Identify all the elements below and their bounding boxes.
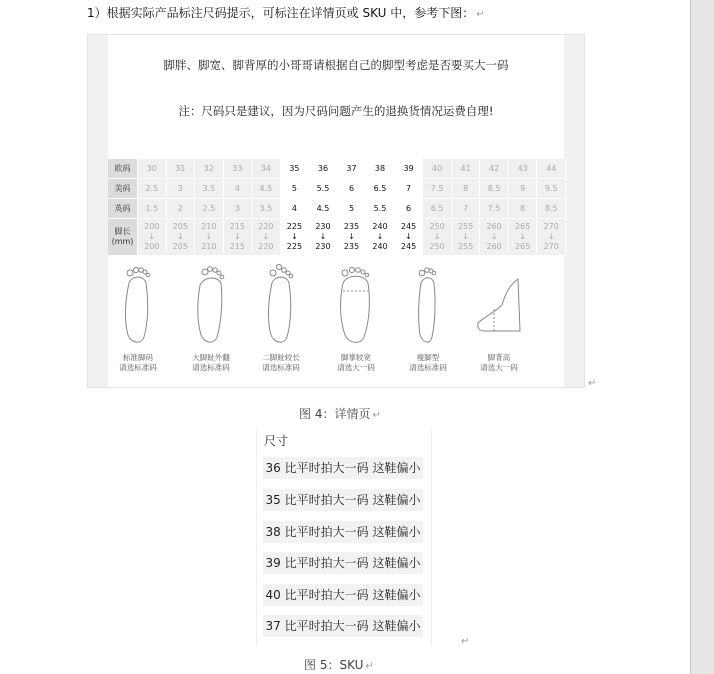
foot-type-advice: 请选标准码 [119,363,157,372]
size-cell: 44 [537,159,566,179]
size-cell: 8 [451,179,480,199]
size-cell: 40 [423,159,452,179]
size-cell: 5.5 [366,199,395,219]
wide-foot-icon [332,261,380,347]
foot-type-item [108,261,168,373]
size-cell: 35 [280,159,309,179]
paragraph-mark: ↵ [461,636,470,647]
foot-length-cell: 255 ↓ 255 [451,219,480,256]
size-cell: 8.5 [480,179,509,199]
paragraph-mark: ↵ [372,410,381,421]
size-cell: 38 [366,159,395,179]
foot-type-item [326,261,386,373]
foot-type-item [398,261,458,373]
size-cell: 42 [480,159,509,179]
size-cell: 8.5 [537,199,566,219]
size-cell: 2 [166,199,195,219]
size-cell: 6 [337,179,366,199]
size-cell: 3.5 [252,199,281,219]
size-cell: 7 [394,179,423,199]
notice-line-2: 注：尺码只是建议，因为尺码问题产生的退换货情况运费自理! [178,104,494,118]
size-row [108,199,566,219]
size-cell: 5 [337,199,366,219]
long-second-toe-foot-icon [257,261,305,347]
image-margin-left [88,35,108,387]
size-cell: 43 [508,159,537,179]
figure5-caption [304,656,374,673]
foot-length-cell: 235 ↓ 235 [337,219,366,256]
foot-type-caption [469,353,529,373]
high-instep-foot-icon [475,261,523,347]
foot-type-caption [326,353,386,373]
size-cell: 32 [195,159,224,179]
sku-option[interactable]: 37 比平时拍大一码 这鞋偏小 [263,615,423,637]
foot-type-item [181,261,241,373]
foot-type-advice: 请选标准码 [262,363,300,372]
figure4-caption [299,405,381,422]
foot-type-name: 大脚趾外翻 [192,353,230,362]
foot-type-item [251,261,311,373]
size-cell: 39 [394,159,423,179]
size-row-label: 脚长(mm) [108,219,138,256]
size-cell: 5.5 [309,179,338,199]
foot-type-advice: 请选标准码 [409,363,447,372]
size-cell: 3 [166,179,195,199]
figure5-caption-text: 图 5：SKU [304,658,364,672]
foot-type-name: 标准脚码 [123,353,153,362]
image-margin-right [564,35,584,387]
size-cell: 9 [508,179,537,199]
foot-type-caption [251,353,311,373]
paragraph-mark: ↵ [365,661,374,672]
foot-length-cell: 270 ↓ 270 [537,219,566,256]
foot-length-row [108,219,566,256]
detail-page-image [87,34,585,388]
intro-paragraph [87,4,485,21]
slim-foot-icon [404,261,452,347]
size-cell: 8 [508,199,537,219]
foot-length-cell: 265 ↓ 265 [508,219,537,256]
foot-length-cell: 245 ↓ 245 [394,219,423,256]
size-cell: 31 [166,159,195,179]
sku-title: 尺寸 [264,434,289,448]
foot-type-name: 瘦脚型 [416,353,440,362]
figure4-caption-text: 图 4：详情页 [299,407,371,421]
foot-type-advice: 请选大一码 [480,363,518,372]
sku-option[interactable]: 39 比平时拍大一码 这鞋偏小 [263,552,423,574]
bunion-foot-icon [187,261,235,347]
foot-length-cell: 250 ↓ 250 [423,219,452,256]
foot-length-cell: 210 ↓ 210 [195,219,224,256]
foot-type-guide [108,261,566,379]
size-cell: 7.5 [480,199,509,219]
size-cell: 9.5 [537,179,566,199]
size-cell: 6.5 [423,199,452,219]
foot-length-cell: 230 ↓ 230 [309,219,338,256]
sku-option[interactable]: 36 比平时拍大一码 这鞋偏小 [263,457,423,479]
foot-type-caption [398,353,458,373]
size-cell: 7 [451,199,480,219]
size-row [108,159,566,179]
size-cell: 3.5 [195,179,224,199]
sku-option[interactable]: 38 比平时拍大一码 这鞋偏小 [263,521,423,543]
foot-type-name: 二脚趾较长 [262,353,300,362]
standard-foot-icon [114,261,162,347]
size-cell: 2.5 [195,199,224,219]
size-cell: 2.5 [138,179,167,199]
paragraph-mark: ↵ [476,9,485,20]
foot-length-cell: 215 ↓ 215 [223,219,252,256]
page-gutter [690,0,714,674]
size-cell: 5 [280,179,309,199]
size-row-label: 英码 [108,199,138,219]
foot-length-cell: 260 ↓ 260 [480,219,509,256]
size-cell: 1.5 [138,199,167,219]
size-cell: 6 [394,199,423,219]
size-chart-table [108,159,566,256]
size-cell: 41 [451,159,480,179]
foot-length-cell: 240 ↓ 240 [366,219,395,256]
size-row [108,179,566,199]
size-row-label: 欧码 [108,159,138,179]
sku-option[interactable]: 35 比平时拍大一码 这鞋偏小 [263,489,423,511]
size-cell: 37 [337,159,366,179]
foot-type-caption [108,353,168,373]
intro-text: 1）根据实际产品标注尺码提示，可标注在详情页或 SKU 中，参考下图： [87,6,475,20]
size-cell: 4 [223,179,252,199]
size-cell: 36 [309,159,338,179]
size-cell: 4.5 [252,179,281,199]
foot-type-item [469,261,529,373]
foot-type-advice: 请选大一码 [337,363,375,372]
foot-length-cell: 200 ↓ 200 [138,219,167,256]
paragraph-mark: ↵ [588,378,597,389]
foot-type-name: 脚掌较宽 [341,353,371,362]
foot-length-cell: 205 ↓ 205 [166,219,195,256]
size-cell: 33 [223,159,252,179]
foot-length-cell: 225 ↓ 225 [280,219,309,256]
size-cell: 3 [223,199,252,219]
size-cell: 7.5 [423,179,452,199]
foot-type-caption [181,353,241,373]
size-cell: 4.5 [309,199,338,219]
size-cell: 30 [138,159,167,179]
foot-type-name: 脚背高 [487,353,511,362]
size-cell: 4 [280,199,309,219]
size-cell: 34 [252,159,281,179]
size-cell: 6.5 [366,179,395,199]
foot-length-cell: 220 ↓ 220 [252,219,281,256]
sku-option[interactable]: 40 比平时拍大一码 这鞋偏小 [263,584,423,606]
size-row-label: 美码 [108,179,138,199]
foot-type-advice: 请选标准码 [192,363,230,372]
notice-line-1: 脚胖、脚宽、脚背厚的小哥哥请根据自己的脚型考虑是否要买大一码 [163,58,509,72]
